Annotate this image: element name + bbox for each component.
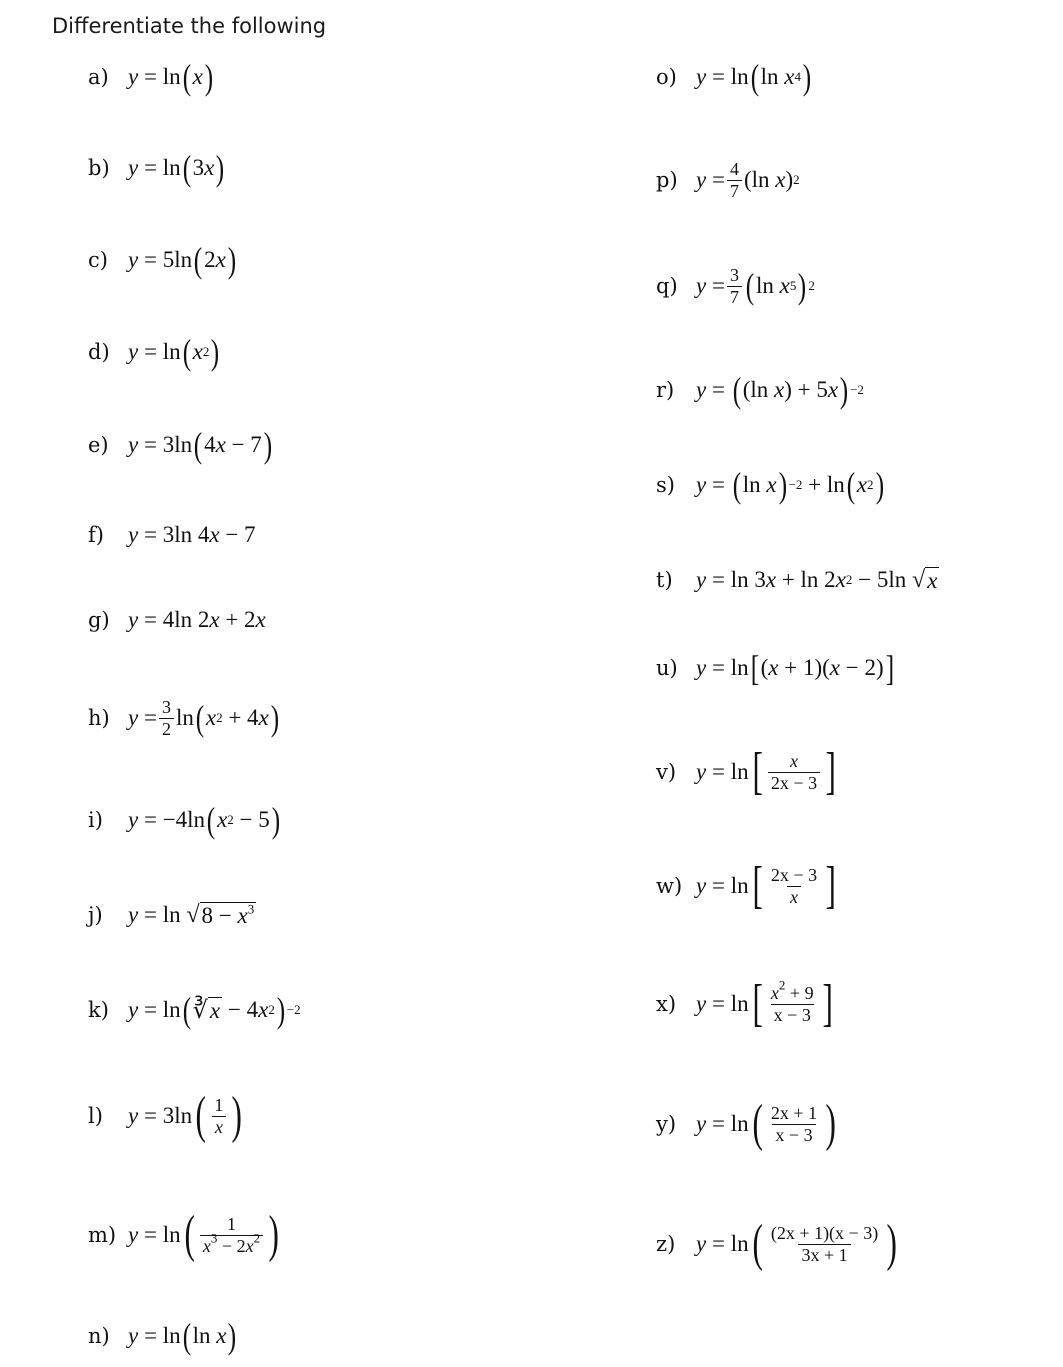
problem-r bbox=[656, 360, 864, 420]
problem-label: s) bbox=[656, 473, 675, 497]
problem-label: i) bbox=[88, 808, 103, 832]
problem-o bbox=[656, 47, 813, 107]
problem-expression: y = ln ( 3 x ) bbox=[128, 148, 225, 188]
problem-n bbox=[88, 1306, 238, 1366]
problem-expression: y = ln [ $\frac{x^2 + 9}{x - 3}$ ] bbox=[696, 975, 833, 1032]
problem-expression: y = $\frac{4}{7}$ (ln x ) 2 bbox=[696, 158, 800, 201]
problem-label: o) bbox=[656, 65, 677, 89]
problem-c bbox=[88, 230, 238, 290]
fraction: $\frac{2x + 1}{x - 3}$ bbox=[770, 1102, 818, 1145]
problem-label: y) bbox=[656, 1112, 677, 1136]
problem-expression: y = 5ln ( 2 x ) bbox=[128, 240, 237, 280]
problem-label: u) bbox=[656, 656, 678, 680]
fraction: $\frac{3}{2}$ bbox=[159, 698, 174, 739]
problem-s bbox=[656, 455, 886, 515]
problem-expression: y = ln ( ln x 4 ) bbox=[696, 57, 812, 97]
problem-z bbox=[656, 1214, 901, 1274]
problem-label: z) bbox=[656, 1232, 676, 1256]
problem-label: f) bbox=[88, 523, 104, 547]
fraction: $\frac{2x - 3}{x}$ bbox=[770, 864, 818, 907]
problem-expression: y = ln [ ( x + 1)( x − 2) ] bbox=[696, 648, 894, 688]
problem-expression: y = ( ln x ) −2 + ln ( x 2 ) bbox=[696, 465, 884, 505]
problem-expression: y = 3ln ( 4 x − 7 ) bbox=[128, 425, 272, 465]
problem-expression: y = 3ln ( $\frac{1}{x}$ ) bbox=[128, 1087, 243, 1144]
problem-i bbox=[88, 790, 282, 850]
problem-expression: y = ln ( x 2 ) bbox=[128, 332, 220, 372]
problem-v bbox=[656, 742, 839, 802]
fraction: $\frac{1}{x}$ bbox=[211, 1096, 226, 1137]
problem-label: q) bbox=[656, 274, 678, 298]
problem-j bbox=[88, 885, 256, 945]
problem-d bbox=[88, 322, 221, 382]
problem-expression: y = 4ln 2 x + 2 x bbox=[128, 607, 266, 632]
page-title: Differentiate the following bbox=[52, 14, 327, 38]
problem-m bbox=[88, 1205, 282, 1265]
problem-label: b) bbox=[88, 156, 110, 180]
fraction: $\frac{x^2 + 9}{x - 3}$ bbox=[770, 976, 814, 1025]
problem-expression: y = ln ( $\frac{2x + 1}{x - 3}$ ) bbox=[696, 1095, 836, 1152]
problem-expression: y = $\frac{3}{2}$ ln ( x 2 + 4 x ) bbox=[128, 696, 279, 739]
problem-expression: y = ln ( ln x ) bbox=[128, 1316, 237, 1356]
fraction: $\frac{4}{7}$ bbox=[727, 160, 742, 201]
fraction: $\frac{3}{7}$ bbox=[727, 266, 742, 307]
problem-l bbox=[88, 1086, 246, 1146]
problem-w bbox=[656, 856, 839, 916]
problem-h bbox=[88, 688, 281, 748]
problem-label: k) bbox=[88, 998, 109, 1022]
problem-label: p) bbox=[656, 168, 678, 192]
problem-y bbox=[656, 1094, 839, 1154]
problem-label: e) bbox=[88, 433, 109, 457]
problem-expression: y = −4ln ( x 2 − 5 ) bbox=[128, 800, 280, 840]
problem-u bbox=[656, 638, 896, 698]
fraction: $\frac{(2x + 1)(x - 3)}{3x + 1}$ bbox=[770, 1222, 879, 1265]
problem-f bbox=[88, 505, 256, 565]
problem-expression: y = ln 3 x + ln 2 x 2 − 5ln √ x bbox=[696, 566, 938, 593]
problem-expression: y = ln ( ∛ x − 4 x 2 ) −2 bbox=[128, 990, 301, 1030]
problem-label: t) bbox=[656, 568, 673, 592]
problem-label: a) bbox=[88, 65, 109, 89]
problem-b bbox=[88, 138, 226, 198]
problem-expression: y = ( (ln x ) + 5 x ) −2 bbox=[696, 370, 864, 410]
problem-label: w) bbox=[656, 874, 683, 898]
problem-g bbox=[88, 590, 266, 650]
problem-e bbox=[88, 415, 274, 475]
problem-label: l) bbox=[88, 1104, 103, 1128]
problem-label: m) bbox=[88, 1223, 117, 1247]
problem-expression: y = 3ln 4 x − 7 bbox=[128, 522, 256, 547]
problem-label: j) bbox=[88, 903, 103, 927]
fraction: $\frac{x}{2x - 3}$ bbox=[768, 752, 820, 793]
problem-q bbox=[656, 256, 815, 316]
problem-expression: y = ln √ $8 - x^3$ bbox=[128, 900, 255, 928]
problem-x bbox=[656, 974, 836, 1034]
problem-label: v) bbox=[656, 760, 677, 784]
problem-expression: y = ln [ $\frac{2x - 3}{x}$ ] bbox=[696, 857, 836, 914]
problem-t bbox=[656, 550, 939, 610]
problem-p bbox=[656, 150, 800, 210]
problem-label: c) bbox=[88, 248, 108, 272]
problem-k bbox=[88, 980, 301, 1040]
problem-label: g) bbox=[88, 608, 110, 632]
problem-label: n) bbox=[88, 1324, 110, 1348]
problem-label: d) bbox=[88, 340, 110, 364]
problem-expression: y = ln ( $\frac{1}{x^3 - 2x^2}$ ) bbox=[128, 1206, 279, 1263]
problem-label: x) bbox=[656, 992, 677, 1016]
problem-expression: y = $\frac{3}{7}$ ( ln x 5 ) 2 bbox=[696, 264, 815, 307]
fraction: $\frac{1}{x^3 - 2x^2}$ bbox=[200, 1215, 263, 1256]
problem-expression: y = ln ( x ) bbox=[128, 57, 214, 97]
problem-a bbox=[88, 47, 215, 107]
problem-label: r) bbox=[656, 378, 675, 402]
problem-label: h) bbox=[88, 706, 110, 730]
problem-expression: y = ln ( $\frac{(2x + 1)(x - 3)}{3x + 1}$ ) bbox=[696, 1215, 898, 1272]
problem-expression: y = ln [ $\frac{x}{2x - 3}$ ] bbox=[696, 743, 836, 800]
